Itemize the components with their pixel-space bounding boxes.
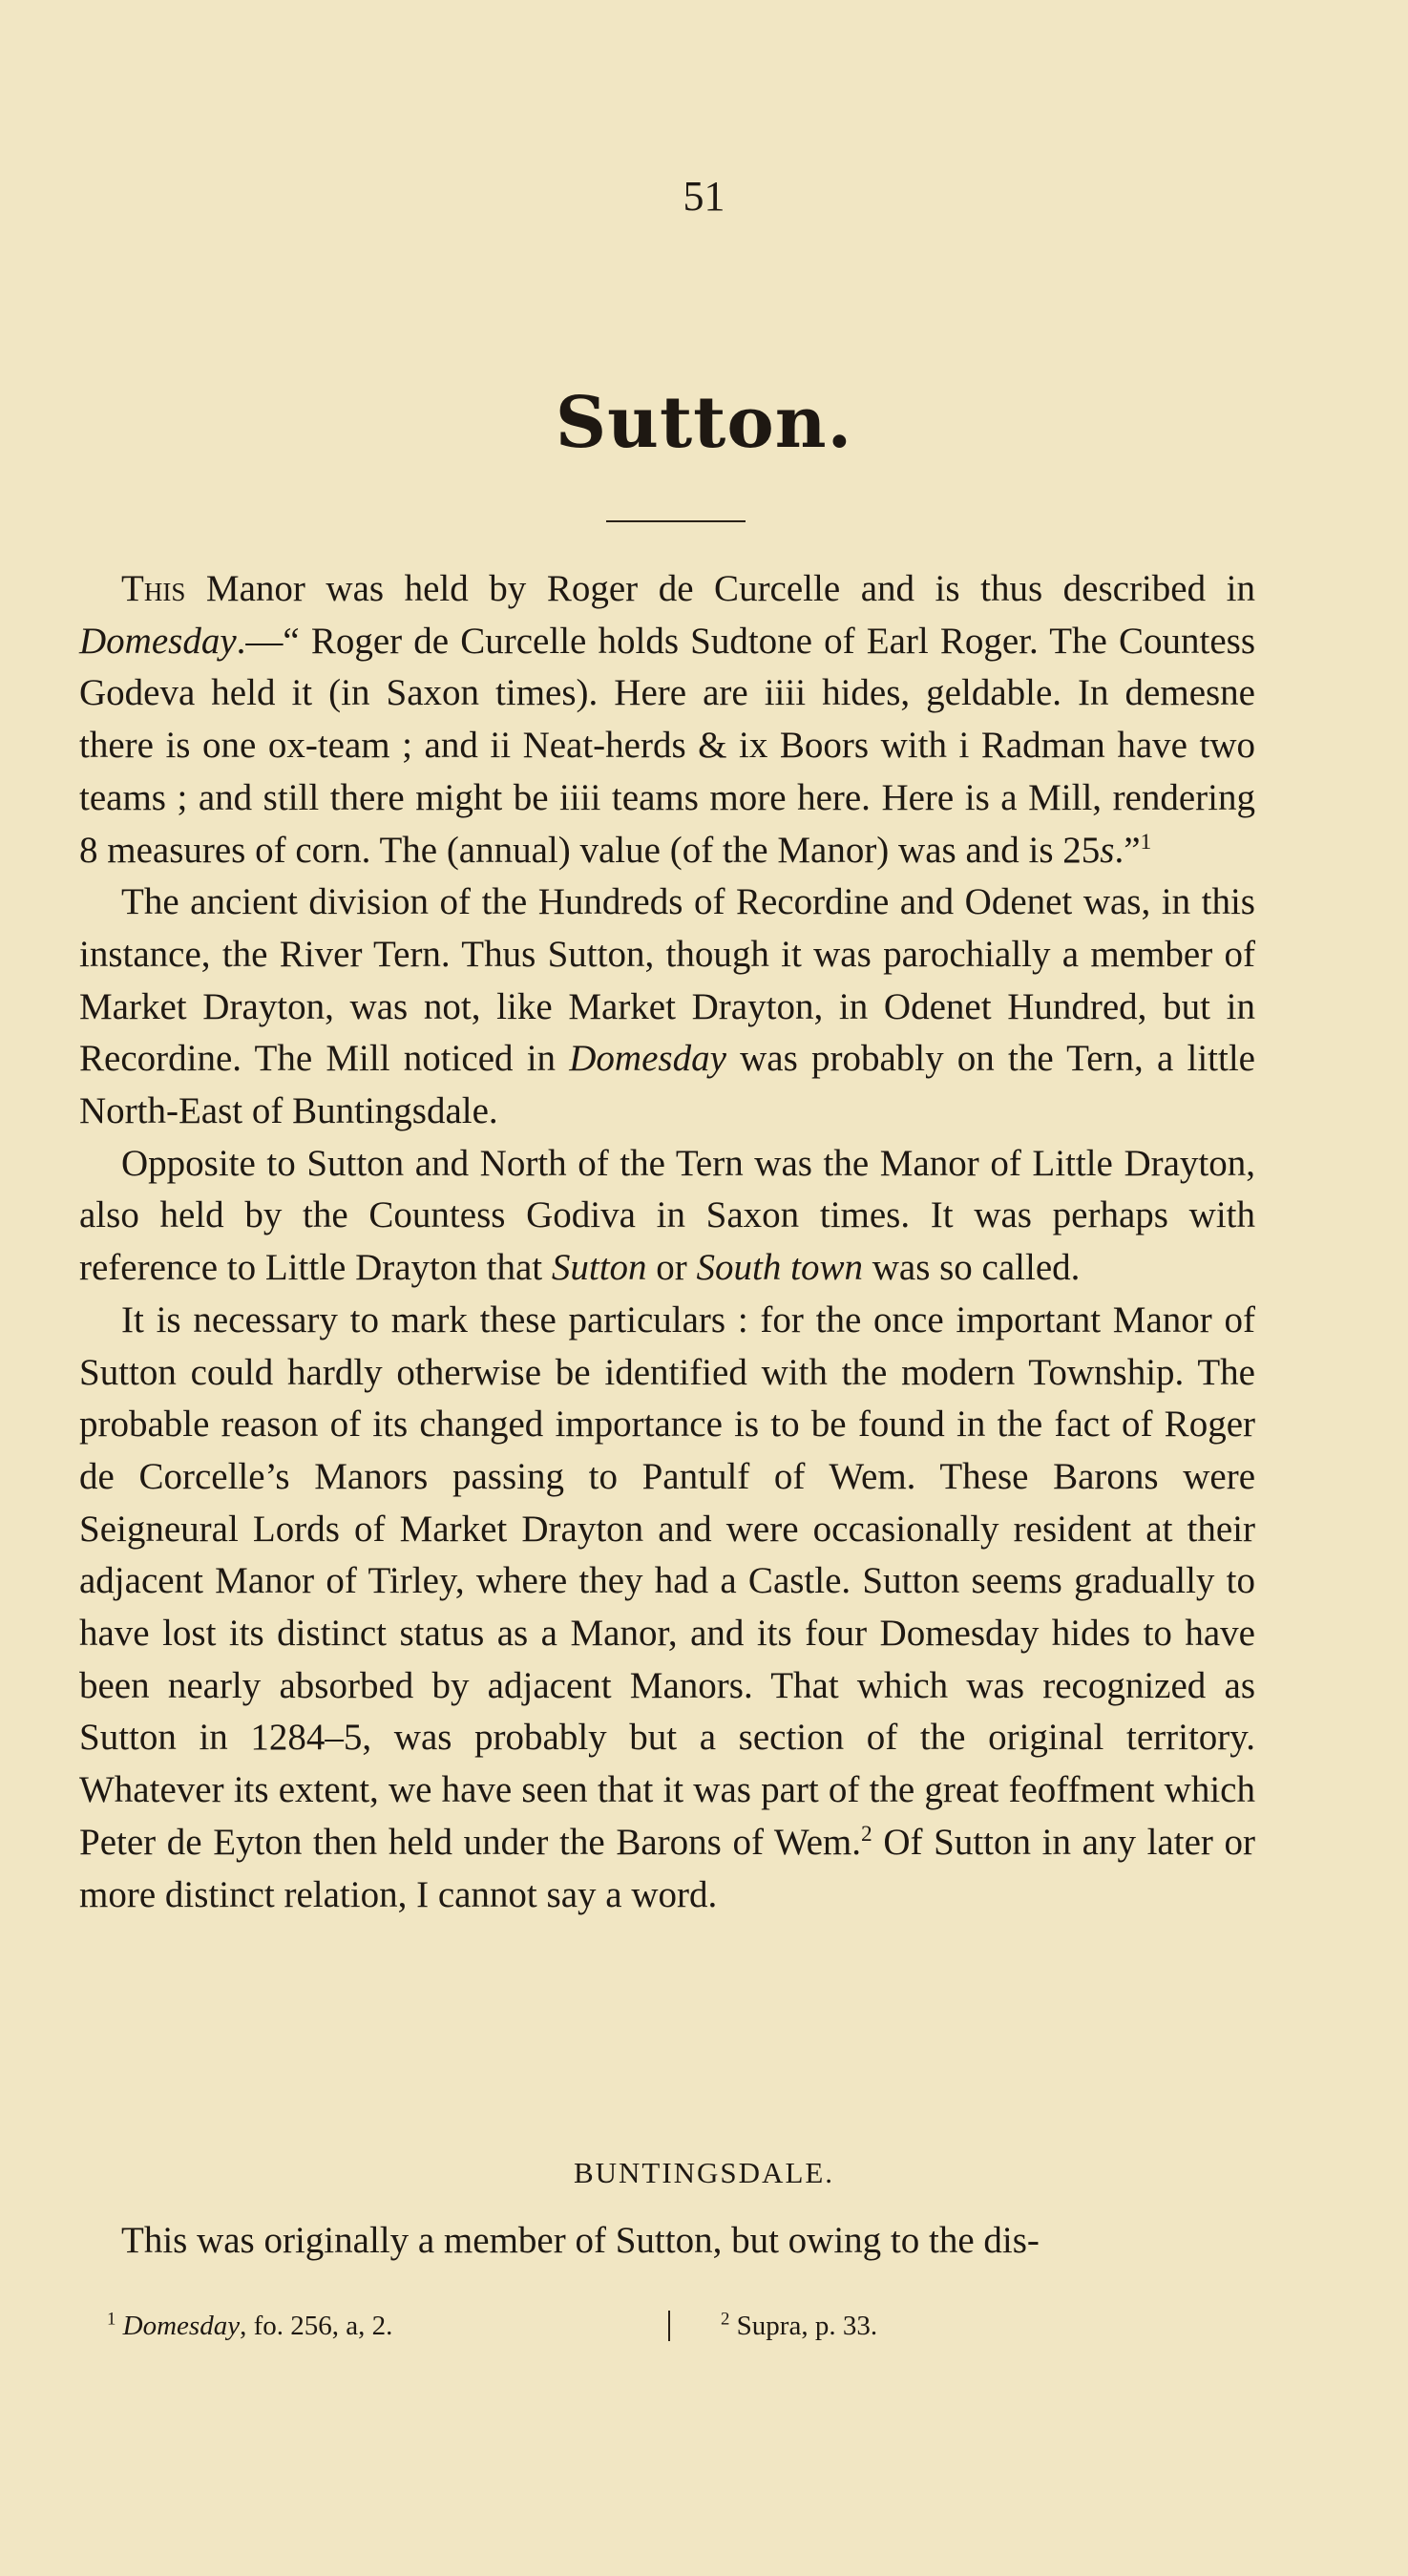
paragraph-particulars xyxy=(79,1295,1255,1921)
text-run: Of Sutton in any later or more distinct relation, I cannot say a word. xyxy=(79,1821,1255,1915)
italic-domesday: Domesday xyxy=(569,1038,726,1080)
paragraph-hundreds xyxy=(79,876,1255,1138)
title-divider xyxy=(606,520,746,522)
text-run: It is necessary to mark these particulars : for the once important Manor of Sutton could hardly otherwise be identified with the modern Township. The probable reason of its changed importance is to be found in the fact of Roger de Corcelle’s Manors passing to Pantulf of Wem. These Barons were Seigneural Lords of Market Drayton and were occasionally resident at their adjacent Manor of Tirley, where they had a Castle. Sutton seems gradually to have lost its distinct status as a Manor, and its four Domesday hides to have been nearly absorbed by adjacent Manors. That which was recognized as Sutton in 1284–5, was probably but a section of the original territory. Whatever its extent, we have seen that it was part of the great feoffment which Peter de Eyton then held under the Barons of Wem. xyxy=(79,1299,1255,1863)
paragraph-domesday xyxy=(79,563,1255,876)
footnote-marker: 2 xyxy=(721,2309,730,2330)
footnotes xyxy=(0,2311,1408,2349)
footnote-marker: 1 xyxy=(107,2309,116,2330)
italic-sutton: Sutton xyxy=(551,1247,647,1289)
text-run: The ancient division of the Hundreds of Recordine and Odenet was, in this instance, the River Tern. Thus Sutton, though it was parochially a member of Market Drayton, was not, like Market Drayton, in Odenet Hundred, but in Recordine. The Mill noticed in xyxy=(79,881,1255,1080)
italic-south-town: South town xyxy=(696,1247,863,1289)
text-run: .” xyxy=(1114,829,1141,871)
footnote-ref-1: 1 xyxy=(1140,829,1152,855)
footnote-1 xyxy=(107,2311,392,2342)
footnote-2 xyxy=(721,2311,877,2342)
italic-shillings: s xyxy=(1100,829,1115,871)
footnote-text: , fo. 256, a, 2. xyxy=(240,2311,393,2341)
footnote-source: Domesday xyxy=(122,2311,241,2341)
paragraph-little-drayton xyxy=(79,1138,1255,1295)
lead-word: This xyxy=(121,568,186,609)
text-run: Manor was held by Roger de Curcelle and is thus described in xyxy=(185,568,1255,609)
text-run: .—“ Roger de Curcelle holds Sudtone of Earl Roger. The Countess Godeva held it (in Saxon times). Here are iiii hides, geldable. In demesne there is one ox-team ; and ii Neat-herds & ix Boors with i Radman have two teams ; and still there might be iiii teams more here. Here is a Mill, rendering 8 measures of corn. The (annual) value (of the Manor) was and is 25 xyxy=(79,620,1255,871)
footnote-separator xyxy=(668,2311,670,2341)
section-heading: BUNTINGSDALE. xyxy=(573,2156,835,2189)
text-run: Opposite to Sutton and North of the Tern was the Manor of Little Drayton, also held by the Countess Godiva in Saxon times. It was perhaps with reference to Little Drayton that xyxy=(79,1142,1255,1289)
body-text xyxy=(79,563,1255,1921)
text-run: or xyxy=(646,1247,697,1289)
paragraph-buntingsdale: This was originally a member of Sutton, but owing to the dis- xyxy=(121,2220,1040,2261)
text-run: was so called. xyxy=(862,1247,1081,1289)
page-number: 51 xyxy=(683,173,725,220)
footnote-text: Supra, p. 33. xyxy=(736,2311,878,2341)
text-run: was probably on the Tern, a little North-East of Buntingsdale. xyxy=(79,1038,1255,1132)
italic-domesday: Domesday xyxy=(79,620,237,662)
page-title: Sutton. xyxy=(555,382,853,464)
footnote-ref-2: 2 xyxy=(861,1821,872,1847)
